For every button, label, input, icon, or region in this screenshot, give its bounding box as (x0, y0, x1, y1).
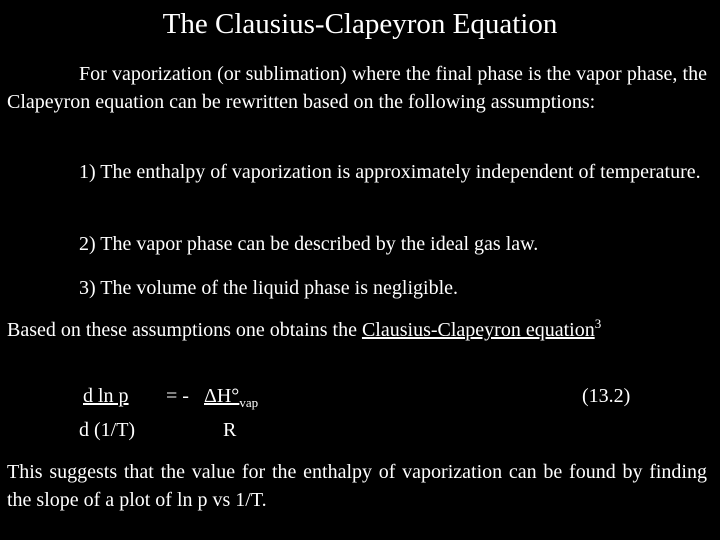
delta-h-symbol: ΔH° (204, 385, 240, 407)
equation-number: (13.2) (582, 385, 631, 407)
assumption-1: 1) The enthalpy of vaporization is approximately independent of temperature. (79, 161, 701, 183)
based-on-text: Based on these assumptions one obtains the (7, 319, 362, 341)
equation-rhs-denominator: R (223, 419, 237, 441)
equation-lhs-denominator: d (1/T) (79, 419, 136, 441)
conclusion-paragraph: This suggests that the value for the enthalpy of vaporization can be found by finding the slope of a plot of ln p vs 1/T. (7, 461, 707, 511)
equation-equals: = - (166, 385, 189, 407)
equation-lhs-numerator: d ln p (83, 385, 129, 407)
assumption-3: 3) The volume of the liquid phase is negligible. (79, 277, 459, 299)
assumption-2: 2) The vapor phase can be described by the ideal gas law. (79, 233, 539, 255)
vap-subscript: vap (239, 395, 259, 410)
slide-title: The Clausius-Clapeyron Equation (162, 8, 558, 40)
clausius-clapeyron-link[interactable]: Clausius-Clapeyron equation (361, 319, 595, 341)
footnote-marker: 3 (594, 316, 602, 331)
equation-rhs-numerator (204, 382, 258, 410)
based-on-paragraph (7, 316, 707, 344)
intro-paragraph: For vaporization (or sublimation) where the final phase is the vapor phase, the Clapeyron equation can be rewritten based on the following assumptions: (7, 63, 707, 113)
